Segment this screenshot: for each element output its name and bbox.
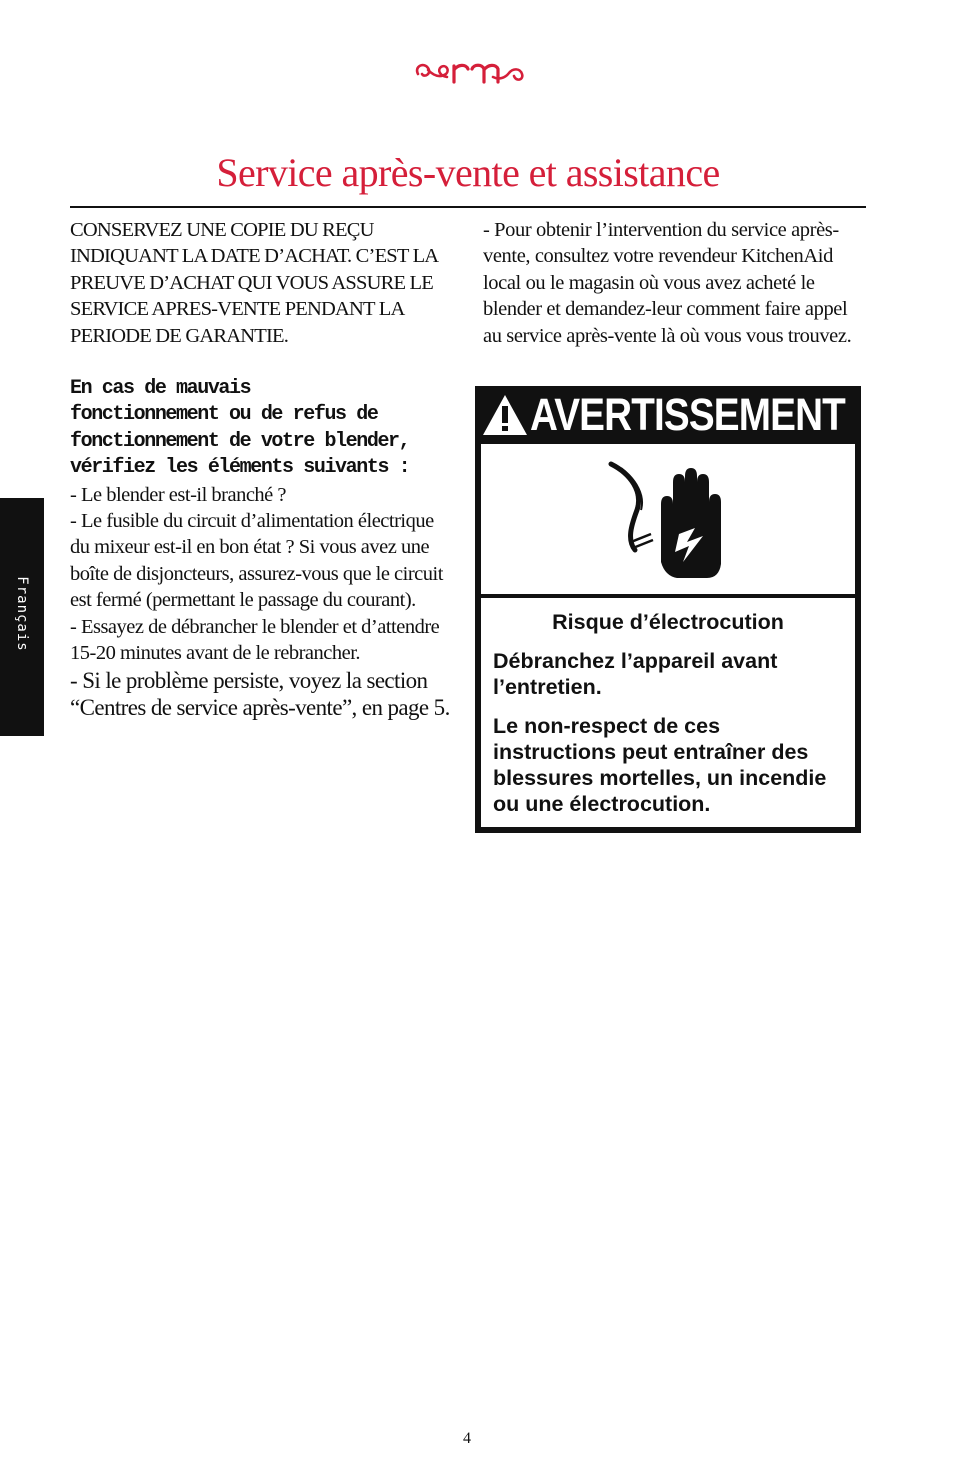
warning-graphic <box>481 444 855 594</box>
check-item-service-centers: - Si le problème persiste, voyez la section “Centres de service après-vente”, en page 5. <box>70 667 450 720</box>
warning-consequence: Le non-respect de ces instructions peut entraîner des blessures mortelles, un incendie ou une électrocution. <box>493 714 827 816</box>
troubleshooting-heading: En cas de mauvais fonctionnement ou de refus de fonctionnement de votre blender, vérifiez les éléments suivants : <box>70 377 410 480</box>
warning-triangle-icon <box>481 393 529 437</box>
title-divider <box>70 206 866 208</box>
warning-box <box>475 386 861 833</box>
page-number: 4 <box>463 1430 471 1447</box>
warning-hazard-title: Risque d’électrocution <box>552 610 784 634</box>
warning-instruction: Débranchez l’appareil avant l’entretien. <box>493 649 778 699</box>
right-column <box>483 217 868 349</box>
check-item-unplug-wait: - Essayez de débrancher le blender et d’attendre 15-20 minutes avant de le rebrancher. <box>70 615 440 665</box>
left-column <box>70 217 455 721</box>
warning-word: AVERTISSEMENT <box>530 389 845 440</box>
electric-shock-hand-icon <box>481 444 855 594</box>
receipt-notice: CONSERVEZ UNE COPIE DU REÇU INDIQUANT LA DATE D’ACHAT. C’EST LA PREUVE D’ACHAT QUI VOUS ASSURE LE SERVICE APRES-VENTE PENDANT LA PERIODE DE GARANTIE. <box>70 219 438 347</box>
check-item-plugged: - Le blender est-il branché ? <box>70 483 287 506</box>
language-tab-label: Français <box>14 576 30 652</box>
warning-header <box>475 386 861 444</box>
warning-text-panel <box>481 598 855 827</box>
check-item-fuse: - Le fusible du circuit d’alimentation électrique du mixeur est-il en bon état ? Si vous avez une boîte de disjoncteurs, assurez-vous que le circuit est fermé (permettant le passage du courant). <box>70 510 443 612</box>
ornament-icon <box>410 56 530 92</box>
service-instructions: - Pour obtenir l’intervention du service après-vente, consultez votre revendeur KitchenAid local ou le magasin où vous avez acheté le blender et demandez-leur comment faire appel au service après-vente là où vous vous trouvez. <box>483 219 852 347</box>
page-title: Service après-vente et assistance <box>216 150 720 195</box>
